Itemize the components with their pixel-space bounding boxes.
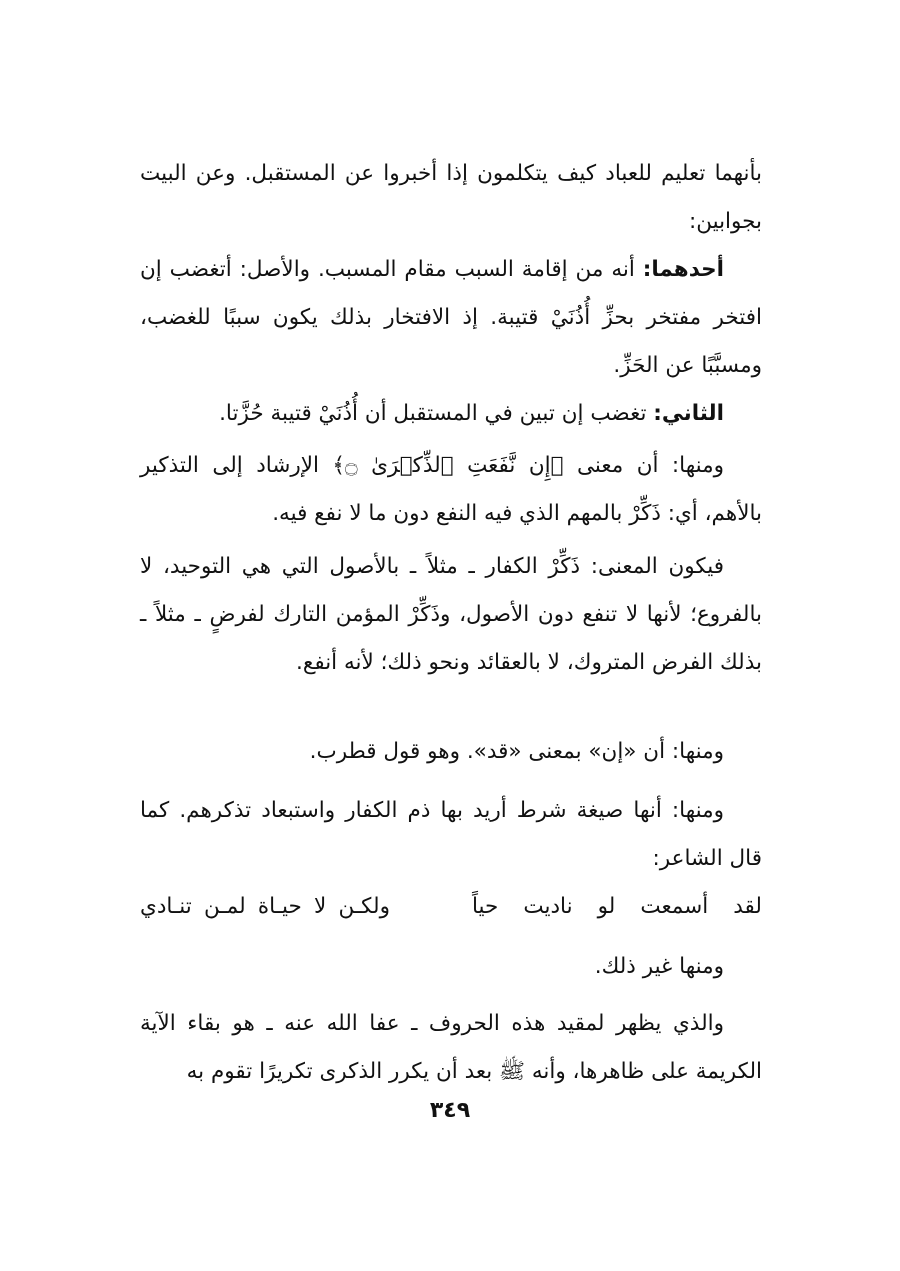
paragraph-8 [140, 943, 762, 991]
paragraph-6 [140, 728, 762, 776]
paragraph-text: بأنهما تعليم للعباد كيف يتكلمون إذا أخبروا عن المستقبل. وعن البيت بجوابين: [140, 161, 762, 234]
paragraph-2 [140, 246, 762, 390]
paragraph-text: ومنها: أن معنى ﴿إِن نَّفَعَتِ ٱلذِّكۡرَىٰ ۝﴾ الإرشاد إلى التذكير بالأهم، أي: ذَكِّرْ بالمهم الذي فيه النفع دون ما لا نفع فيه. [140, 453, 762, 526]
paragraph-3 [140, 390, 762, 438]
paragraph-text: أنه من إقامة السبب مقام المسبب. والأصل: أتغضب إن افتخر مفتخر بحزِّ أُذُنَيْ قتيبة. إذ الافتخار بذلك يكون سببًا للغضب، ومسبَّبًا عن الحَزِّ. [140, 257, 762, 378]
paragraph-9 [140, 1000, 762, 1096]
poetry-verse [140, 883, 762, 931]
paragraph-text: تغضب إن تبين في المستقبل أن أُذُنَيْ قتيبة حُزَّتا. [219, 401, 654, 426]
paragraph-4 [140, 442, 762, 538]
paragraph-text: ومنها: أنها صيغة شرط أريد بها ذم الكفار واستبعاد تذكرهم. كما قال الشاعر: [140, 798, 762, 871]
paragraph-lead: الثاني: [653, 401, 724, 426]
paragraph-text: ومنها غير ذلك. [594, 954, 724, 979]
verse-second-hemistich: ولكـن لا حيـاة لمـن تنـادي [140, 894, 390, 919]
paragraph-text: فيكون المعنى: ذَكِّرْ الكفار ـ مثلاً ـ بالأصول التي هي التوحيد، لا بالفروع؛ لأنها لا تنفع دون الأصول، وذَكِّرْ المؤمن التارك لفرضٍ ـ مثلاً ـ بذلك الفرض المتروك، لا بالعقائد ونحو ذلك؛ لأنه أنفع. [140, 554, 762, 675]
paragraph-7 [140, 787, 762, 883]
page-number: ٣٤٩ [429, 1098, 471, 1123]
paragraph-5 [140, 543, 762, 687]
paragraph-1 [140, 150, 762, 246]
paragraph-text: والذي يظهر لمقيد هذه الحروف ـ عفا الله عنه ـ هو بقاء الآية الكريمة على ظاهرها، وأنه ﷺ بعد أن يكرر الذكرى تكريرًا تقوم به [140, 1011, 762, 1084]
verse-first-hemistich: لقد أسمعت لو ناديت حياً [472, 894, 762, 919]
paragraph-lead: أحدهما: [642, 257, 724, 282]
paragraph-text: ومنها: أن «إن» بمعنى «قد». وهو قول قطرب. [309, 739, 724, 764]
